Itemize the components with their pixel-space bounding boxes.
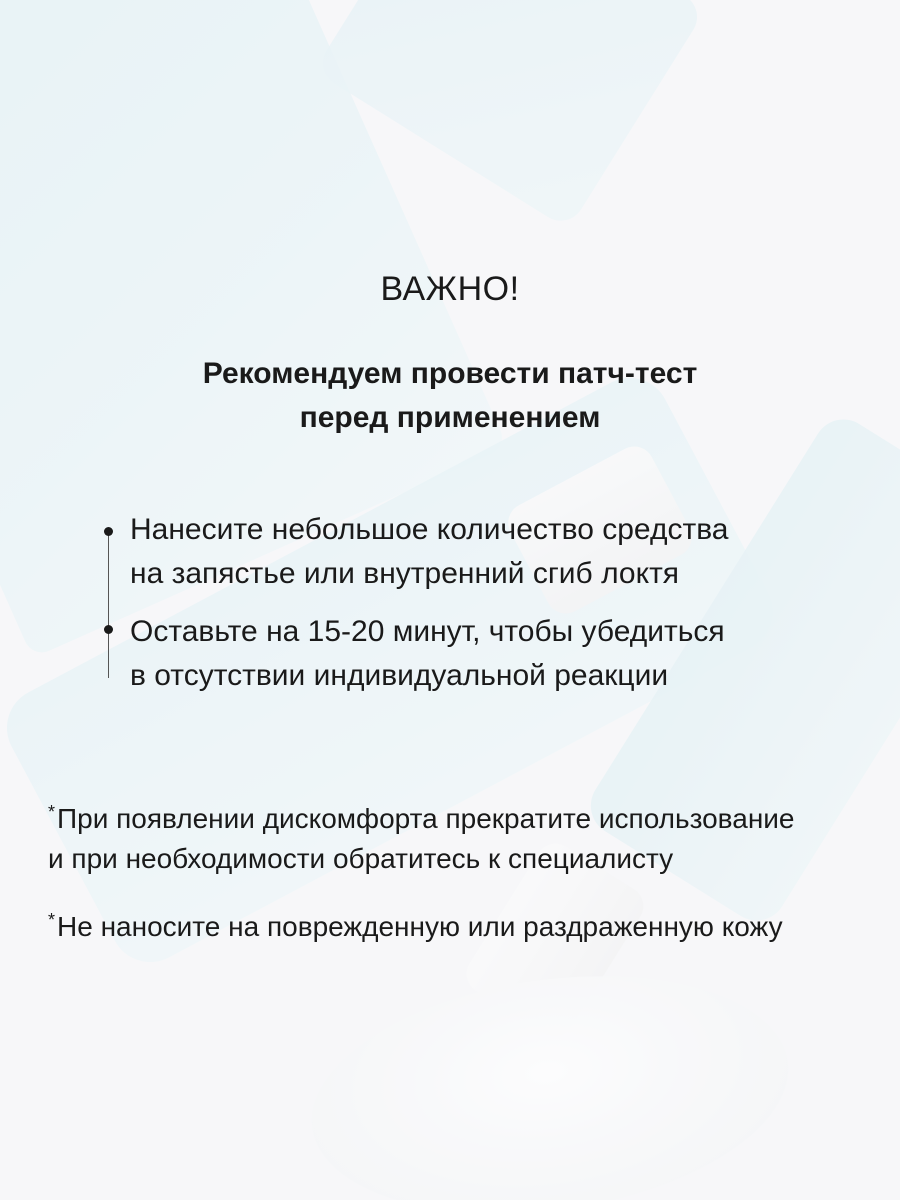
footnote-text-line: Не наносите на поврежденную или раздраженную кожу <box>57 911 783 942</box>
footnote <box>48 792 868 879</box>
step-item <box>130 610 850 698</box>
step-bullet-icon <box>104 527 113 536</box>
footnote-asterisk: * <box>48 910 56 930</box>
step-text-line: Оставьте на 15-20 минут, чтобы убедиться <box>130 615 725 648</box>
steps-timeline-line <box>108 530 109 678</box>
footnote-text-line: При появлении дискомфорта прекратите использование <box>57 803 795 834</box>
subtitle-line: перед применением <box>299 401 601 434</box>
step-item <box>130 508 850 596</box>
footnote <box>48 900 868 947</box>
subtitle-line: Рекомендуем провести патч-тест <box>202 357 698 390</box>
step-bullet-icon <box>104 625 113 634</box>
step-text-line: на запястье или внутренний сгиб локтя <box>130 557 680 590</box>
footnote-text-line: и при необходимости обратитесь к специалисту <box>48 843 674 874</box>
page-subtitle <box>0 352 900 440</box>
step-text-line: в отсутствии индивидуальной реакции <box>130 659 669 692</box>
footnote-asterisk: * <box>48 802 56 822</box>
step-text-line: Нанесите небольшое количество средства <box>130 513 729 546</box>
steps-list <box>130 508 850 712</box>
page-title: ВАЖНО! <box>380 270 520 308</box>
